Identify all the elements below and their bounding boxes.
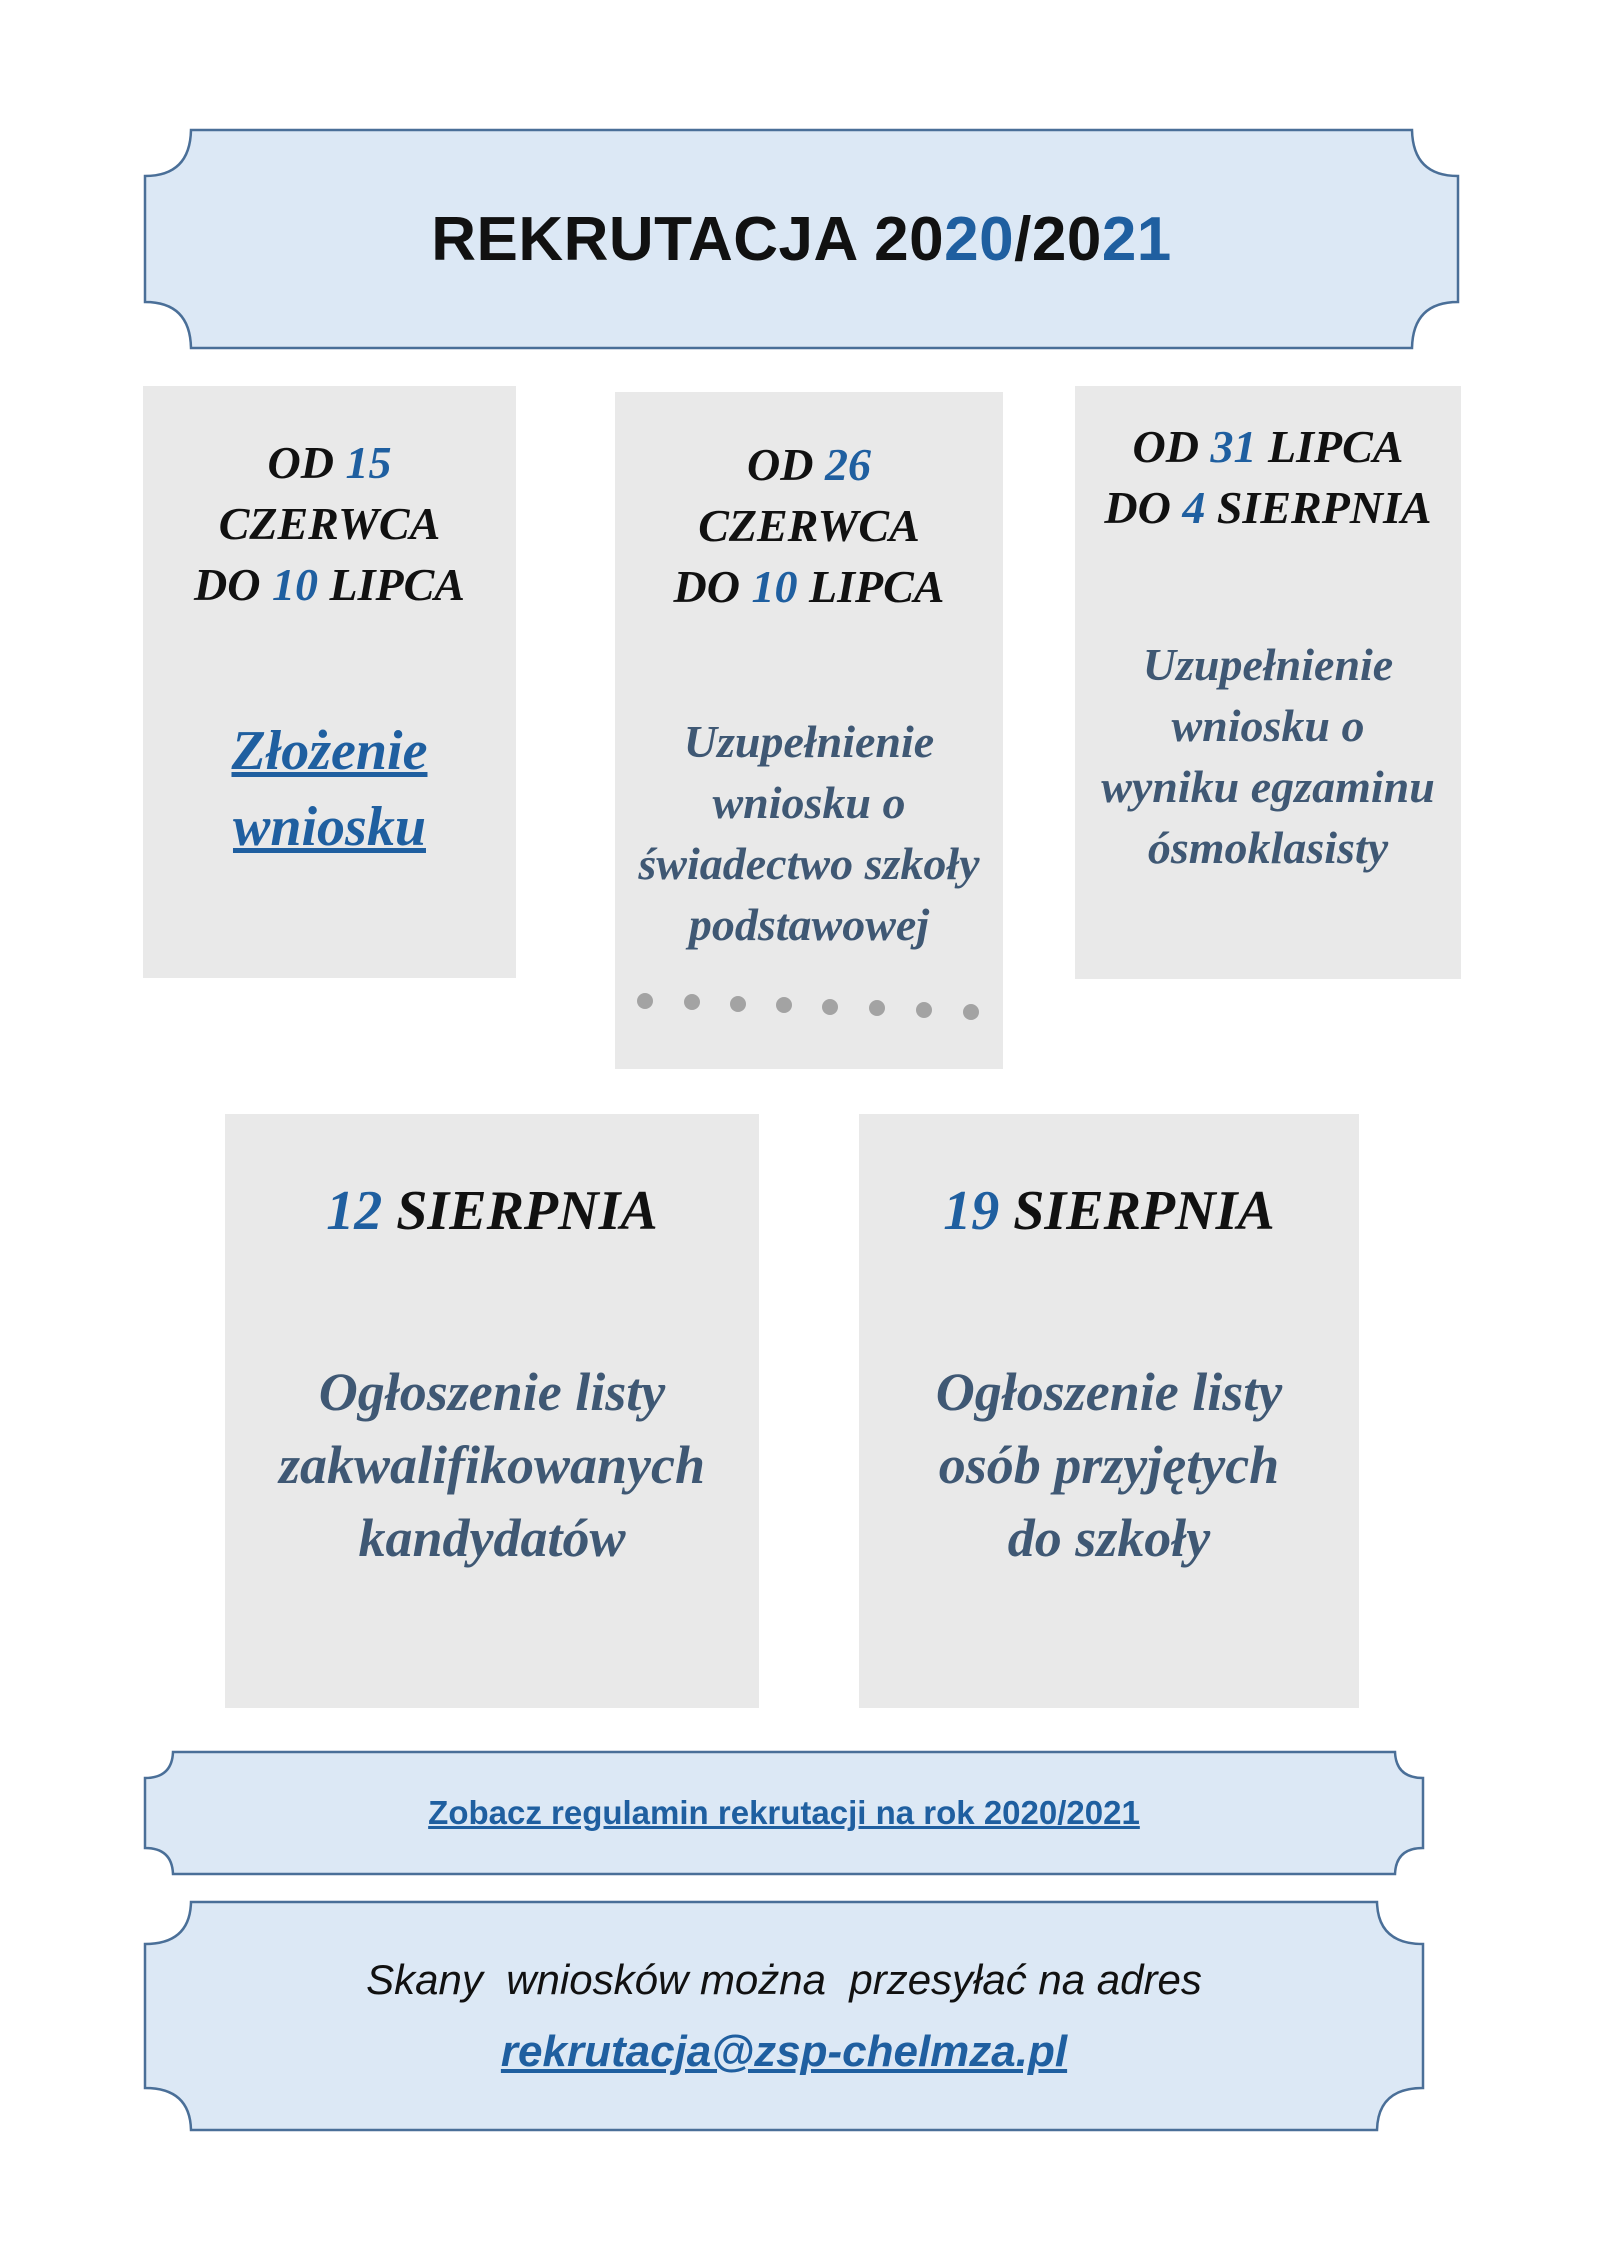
card-exam-result — [1075, 386, 1461, 979]
card-description: Uzupełnienie wniosku o świadectwo szkoły podstawowej — [638, 716, 980, 950]
card-accepted-list — [859, 1114, 1359, 1708]
date-line: DO 10 LIPCA — [194, 559, 465, 610]
email-link[interactable]: rekrutacja@zsp-chelmza.pl — [500, 2027, 1068, 2076]
rules-link[interactable]: Zobacz regulamin rekrutacji na rok 2020/2021 — [428, 1794, 1140, 1831]
card-certificate — [615, 392, 1003, 1069]
card-date: 19 SIERPNIA — [943, 1180, 1275, 1242]
date-line: OD 31 LIPCA — [1132, 421, 1404, 472]
card-date — [194, 432, 465, 615]
date-line: DO 4 SIERPNIA — [1104, 482, 1432, 533]
card-description: Ogłoszenie listy osób przyjętych do szkoły — [935, 1362, 1283, 1568]
scan-banner — [143, 1900, 1425, 2132]
date-line: CZERWCA — [218, 498, 441, 549]
submit-application-link[interactable]: Złożenie wniosku — [231, 720, 428, 858]
title-banner — [143, 128, 1460, 350]
dots-decoration-icon — [615, 392, 1003, 1069]
rules-banner — [143, 1750, 1425, 1876]
scan-instructions: Skany wniosków można przesyłać na adres — [366, 1956, 1202, 2003]
date-line: OD 26 — [747, 439, 871, 490]
card-date: 12 SIERPNIA — [326, 1180, 658, 1242]
card-date — [1104, 416, 1431, 538]
date-line: DO 10 LIPCA — [673, 561, 945, 612]
date-line: OD 15 — [267, 437, 392, 488]
card-description: Uzupełnienie wniosku o wyniku egzaminu ósmoklasisty — [1101, 639, 1435, 873]
card-description: Ogłoszenie listy zakwalifikowanych kandydatów — [278, 1362, 706, 1568]
card-qualified-list — [225, 1114, 759, 1708]
page-title: REKRUTACJA 2020/2021 — [431, 204, 1172, 274]
date-line: CZERWCA — [698, 500, 920, 551]
card-submit-application — [143, 386, 516, 978]
